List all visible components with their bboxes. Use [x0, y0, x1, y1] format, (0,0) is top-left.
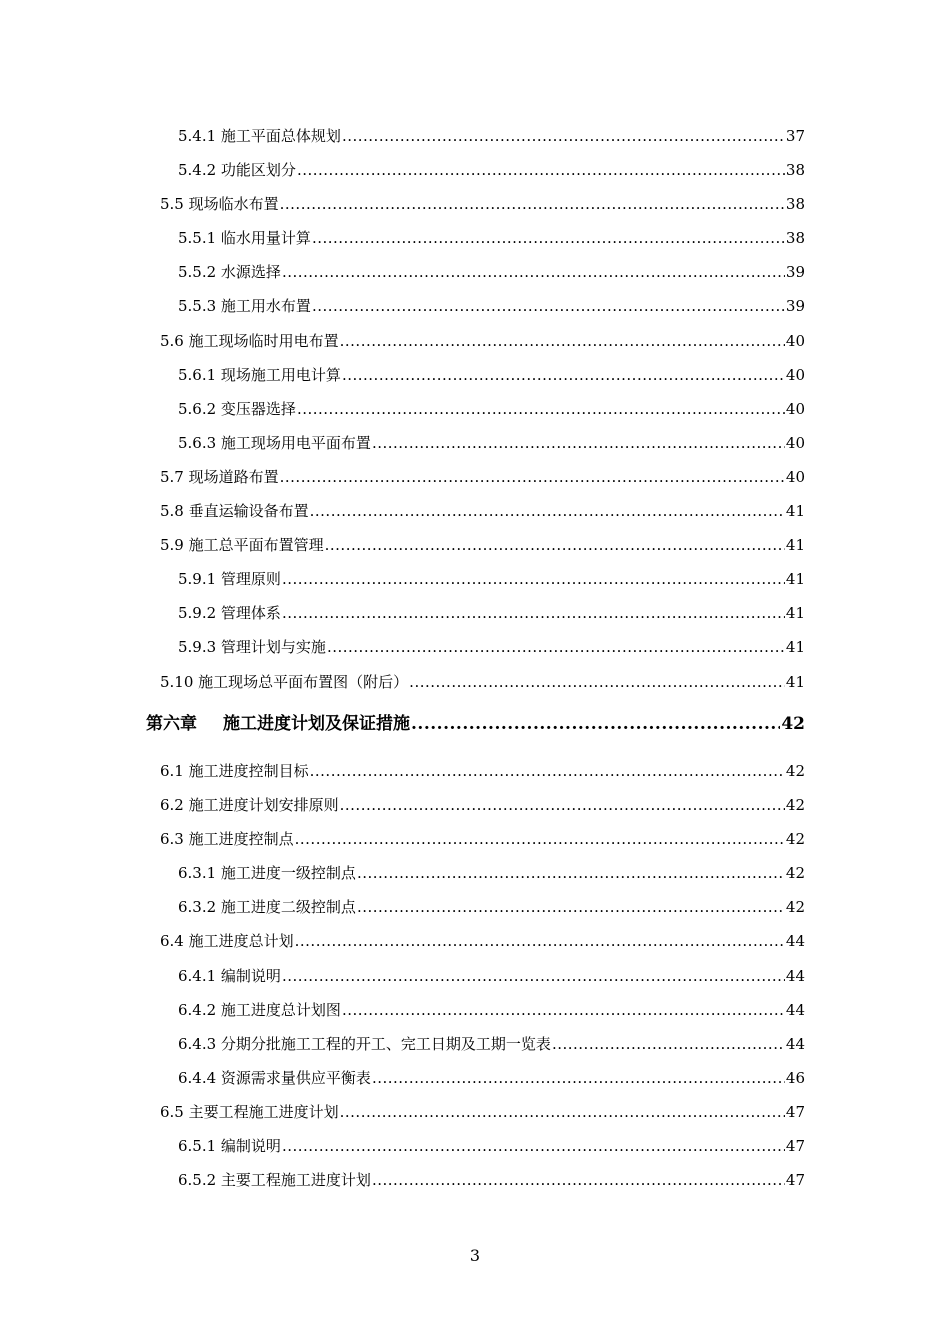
toc-leader-dots [357, 863, 785, 883]
toc-entry-page: 40 [785, 434, 805, 452]
toc-entry-label: 6.2 施工进度计划安排原则 [160, 796, 339, 814]
toc-leader-dots [340, 331, 785, 351]
toc-entry-label: 5.7 现场道路布置 [160, 468, 279, 486]
toc-entry-page: 40 [785, 468, 805, 486]
toc-entry-label: 6.5.1 编制说明 [178, 1137, 281, 1155]
toc-entry-page: 39 [785, 263, 805, 281]
toc-entry[interactable] [160, 761, 805, 781]
toc-leader-dots [552, 1034, 785, 1054]
toc-entry-label: 5.5 现场临水布置 [160, 195, 279, 213]
toc-leader-dots [280, 194, 785, 214]
toc-entry-label: 5.6.1 现场施工用电计算 [178, 366, 341, 384]
toc-entry-page: 40 [785, 332, 805, 350]
toc-entry[interactable] [178, 296, 805, 316]
toc-entry-label: 6.1 施工进度控制目标 [160, 762, 309, 780]
toc-entry-label: 6.5.2 主要工程施工进度计划 [178, 1171, 371, 1189]
toc-entry-label: 6.3 施工进度控制点 [160, 830, 294, 848]
toc-leader-dots [310, 761, 785, 781]
toc-leader-dots [372, 1170, 785, 1190]
toc-entry[interactable] [160, 467, 805, 487]
toc-entry-page: 37 [785, 127, 805, 145]
toc-entry-label: 6.3.1 施工进度一级控制点 [178, 864, 356, 882]
toc-entry-page: 44 [785, 967, 805, 985]
toc-entry[interactable] [178, 262, 805, 282]
toc-entry[interactable] [178, 433, 805, 453]
toc-entry-label: 6.3.2 施工进度二级控制点 [178, 898, 356, 916]
toc-entry-label: 5.6 施工现场临时用电布置 [160, 332, 339, 350]
toc-leader-dots [372, 1068, 785, 1088]
toc-entry-label: 6.4 施工进度总计划 [160, 932, 294, 950]
toc-entry-label: 6.4.4 资源需求量供应平衡表 [178, 1069, 371, 1087]
toc-entry-label: 6.5 主要工程施工进度计划 [160, 1103, 339, 1121]
toc-entry-page: 41 [785, 638, 805, 656]
toc-entry-page: 42 [781, 714, 805, 734]
toc-entry-label: 5.8 垂直运输设备布置 [160, 502, 309, 520]
toc-leader-dots [340, 795, 785, 815]
toc-entry[interactable] [178, 569, 805, 589]
toc-leader-dots [342, 365, 785, 385]
toc-entry-page: 42 [785, 898, 805, 916]
toc-entry-label: 5.5.1 临水用量计算 [178, 229, 311, 247]
toc-entry-label: 5.9.1 管理原则 [178, 570, 281, 588]
toc-leader-dots [310, 501, 785, 521]
toc-leader-dots [372, 433, 785, 453]
toc-leader-dots [357, 897, 785, 917]
toc-entry[interactable] [160, 194, 805, 214]
toc-entry[interactable] [178, 399, 805, 419]
toc-entry[interactable] [178, 897, 805, 917]
toc-leader-dots [325, 535, 785, 555]
toc-entry-page: 44 [785, 932, 805, 950]
toc-entry[interactable] [178, 1068, 805, 1088]
toc-entry-page: 46 [785, 1069, 805, 1087]
toc-entry[interactable] [178, 863, 805, 883]
toc-entry-label: 5.10 施工现场总平面布置图（附后） [160, 673, 409, 691]
toc-entry-page: 42 [785, 864, 805, 882]
toc-entry[interactable] [160, 1102, 805, 1122]
toc-entry[interactable] [160, 501, 805, 521]
toc-entry[interactable] [178, 603, 805, 623]
toc-leader-dots [409, 672, 785, 692]
toc-entry-label: 6.4.3 分期分批施工工程的开工、完工日期及工期一览表 [178, 1035, 551, 1053]
toc-chapter-entry[interactable] [146, 714, 805, 734]
toc-entry[interactable] [178, 1000, 805, 1020]
toc-entry-page: 41 [785, 604, 805, 622]
toc-entry-page: 40 [785, 366, 805, 384]
toc-entry-label: 5.5.3 施工用水布置 [178, 297, 311, 315]
toc-leader-dots [340, 1102, 785, 1122]
toc-chapter-number: 第六章 [146, 714, 197, 734]
toc-leader-dots [342, 1000, 785, 1020]
toc-entry-label: 5.6.2 变压器选择 [178, 400, 296, 418]
toc-entry-page: 39 [785, 297, 805, 315]
toc-entry[interactable] [160, 931, 805, 951]
toc-entry-page: 41 [785, 570, 805, 588]
toc-entry-page: 44 [785, 1001, 805, 1019]
toc-leader-dots [327, 637, 785, 657]
toc-entry-page: 40 [785, 400, 805, 418]
toc-entry-page: 42 [785, 830, 805, 848]
toc-entry-page: 41 [785, 673, 805, 691]
toc-entry[interactable] [178, 966, 805, 986]
toc-entry-page: 44 [785, 1035, 805, 1053]
toc-entry[interactable] [160, 829, 805, 849]
toc-entry[interactable] [178, 365, 805, 385]
toc-entry[interactable] [178, 1136, 805, 1156]
toc-leader-dots [342, 126, 785, 146]
toc-entry-page: 38 [785, 229, 805, 247]
toc-entry-label: 施工进度计划及保证措施 [223, 714, 410, 734]
toc-leader-dots [282, 262, 785, 282]
toc-entry-label: 5.4.1 施工平面总体规划 [178, 127, 341, 145]
toc-entry[interactable] [178, 160, 805, 180]
toc-entry-label: 5.9.3 管理计划与实施 [178, 638, 326, 656]
toc-leader-dots [312, 228, 785, 248]
toc-entry-page: 47 [785, 1171, 805, 1189]
toc-leader-dots [295, 931, 785, 951]
toc-entry-label: 5.6.3 施工现场用电平面布置 [178, 434, 371, 452]
toc-entry[interactable] [160, 672, 805, 692]
toc-entry-page: 41 [785, 502, 805, 520]
toc-entry-label: 5.9 施工总平面布置管理 [160, 536, 324, 554]
toc-leader-dots [280, 467, 785, 487]
toc-leader-dots [282, 1136, 785, 1156]
toc-leader-dots [297, 160, 785, 180]
toc-entry-label: 6.4.1 编制说明 [178, 967, 281, 985]
toc-leader-dots [297, 399, 785, 419]
toc-leader-dots [295, 829, 785, 849]
toc-entry[interactable] [160, 795, 805, 815]
page-number: 3 [469, 1246, 481, 1265]
toc-entry-page: 42 [785, 796, 805, 814]
toc-entry-page: 42 [785, 762, 805, 780]
toc-entry[interactable] [178, 228, 805, 248]
toc-entry-label: 5.9.2 管理体系 [178, 604, 281, 622]
toc-leader-dots [411, 714, 780, 734]
toc-entry[interactable] [160, 331, 805, 351]
toc-entry[interactable] [178, 126, 805, 146]
toc-leader-dots [282, 603, 785, 623]
toc-leader-dots [312, 296, 785, 316]
toc-entry[interactable] [178, 1170, 805, 1190]
toc-entry-page: 41 [785, 536, 805, 554]
toc-entry-page: 38 [785, 161, 805, 179]
toc-entry-label: 5.5.2 水源选择 [178, 263, 281, 281]
toc-leader-dots [282, 966, 785, 986]
toc-entry[interactable] [178, 1034, 805, 1054]
toc-entry-page: 47 [785, 1137, 805, 1155]
toc-leader-dots [282, 569, 785, 589]
toc-entry-page: 47 [785, 1103, 805, 1121]
toc-entry-label: 5.4.2 功能区划分 [178, 161, 296, 179]
toc-entry-page: 38 [785, 195, 805, 213]
toc-entry-label: 6.4.2 施工进度总计划图 [178, 1001, 341, 1019]
toc-entry[interactable] [160, 535, 805, 555]
toc-entry[interactable] [178, 637, 805, 657]
